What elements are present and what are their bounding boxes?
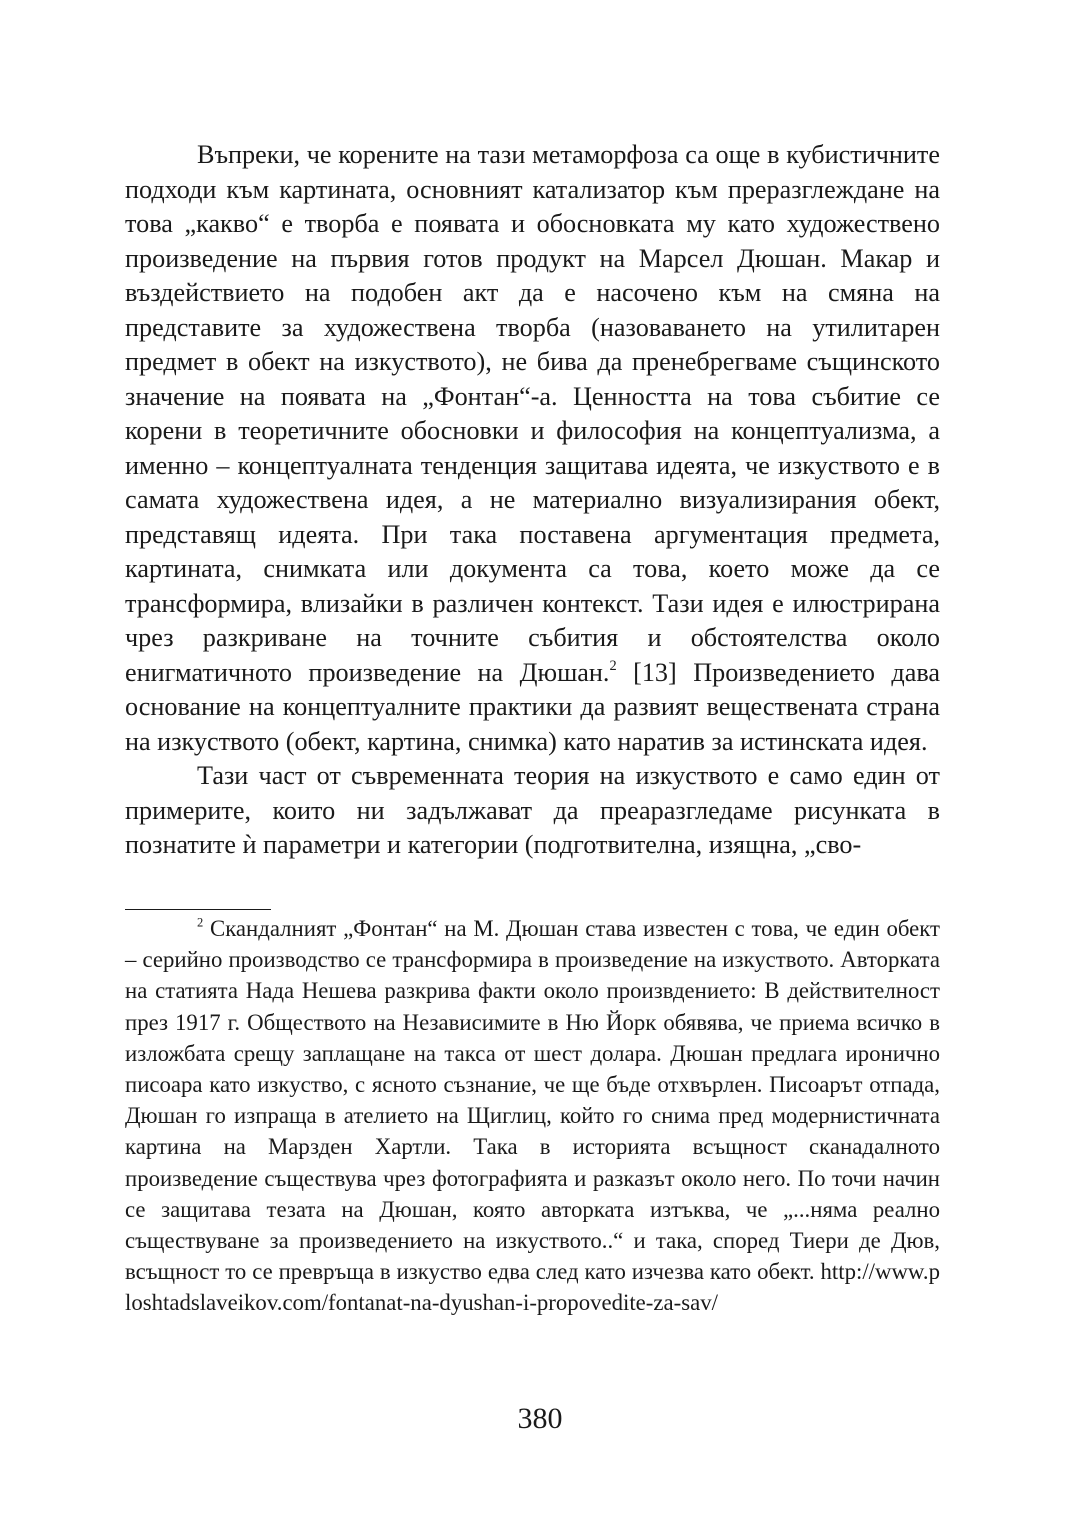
page-number: 380 xyxy=(517,1402,563,1435)
main-text xyxy=(125,138,940,863)
footnote-paragraph xyxy=(125,913,940,1319)
footnote-separator xyxy=(125,909,271,910)
paragraph-1-continuation: [13] Произведението дава основание на концептуалните практики да развият веществената страна на изкуството (обект, картина, снимка) като нaратив за истинската идея. xyxy=(125,657,940,756)
footnote-reference: 2 xyxy=(609,657,617,674)
paragraph-1-text: Въпреки, че корените на тази метаморфоза са още в кубистичните подходи към картината, основният катализатор към преразглеждане на това „какво“ е творба е появата и обосновката му като художествено произведение на първия готов продукт на Марсел Дюшан. Макар и въздействието на подобен акт да е насочено към на смяна на представите за художествена творба (назоваването на утилитарен предмет в обект на изкуството), не бива да пренебрегваме същинското значение на появата на „Фонтан“-а. Ценността на това събитие се корени в теоретичните обосновки и философия на концептуализма, а именно – концептуалната тенденция защитава идеята, че изкуството е в самата художествена идея, а не материално визуализирания обект, представящ идеята. При така поставена аргументация предмета, картината, снимката или документа са това, което може да се трансформира, влизайки в различен контекст. Тази идея е илюстрирана чрез разкриване на точните събития и обстоятелства около енигматичното произведение на Дюшан. xyxy=(125,140,940,687)
footnote-url: http://www.ploshtadslaveikov.com/fontanat-na-dyushan-i-propovedite-za-sav/ xyxy=(125,1259,940,1316)
footnote-text: Скандалният „Фонтан“ на М. Дюшан става известен с това, че един обект – серийно производство се трансформира в произведение на изкуството. Авторката на статията Нада Нешева разкрива факти около произвдението: В действителност през 1917 г. Обществото на Независимите в Ню Йорк обявява, че приема всичко в изложбата срещу заплащане на такса от шест долара. Дюшан предлага иронично писоара като изкуство, с ясното съзнание, че ще бъде отхвърлен. Писоарът отпада, Дюшан го изпраща в ателието на Щиглиц, който го снима пред модернистичната картина на Марзден Хартли. Така в историята всъщност сканадалното произведение съществува чрез фотографията и разказът около него. По точи начин се защитава тезата на Дюшан, която авторката изтъква, че „...няма реално съществуване за произведението на изкуството..“ и така, според Тиери де Дюв, всъщност то се превръща в изкуство едва след като изчезва като обект. xyxy=(125,916,940,1285)
footnote xyxy=(125,913,940,1319)
footnote-number: 2 xyxy=(197,915,204,930)
paragraph-2: Тази част от съвременната теория на изкуството е само един от примерите, които ни задължават да преаразгледаме рисунката в познатите ѝ параметри и категории (подготвителна, изящна, „сво- xyxy=(125,761,940,859)
paragraph-1 xyxy=(125,138,940,759)
